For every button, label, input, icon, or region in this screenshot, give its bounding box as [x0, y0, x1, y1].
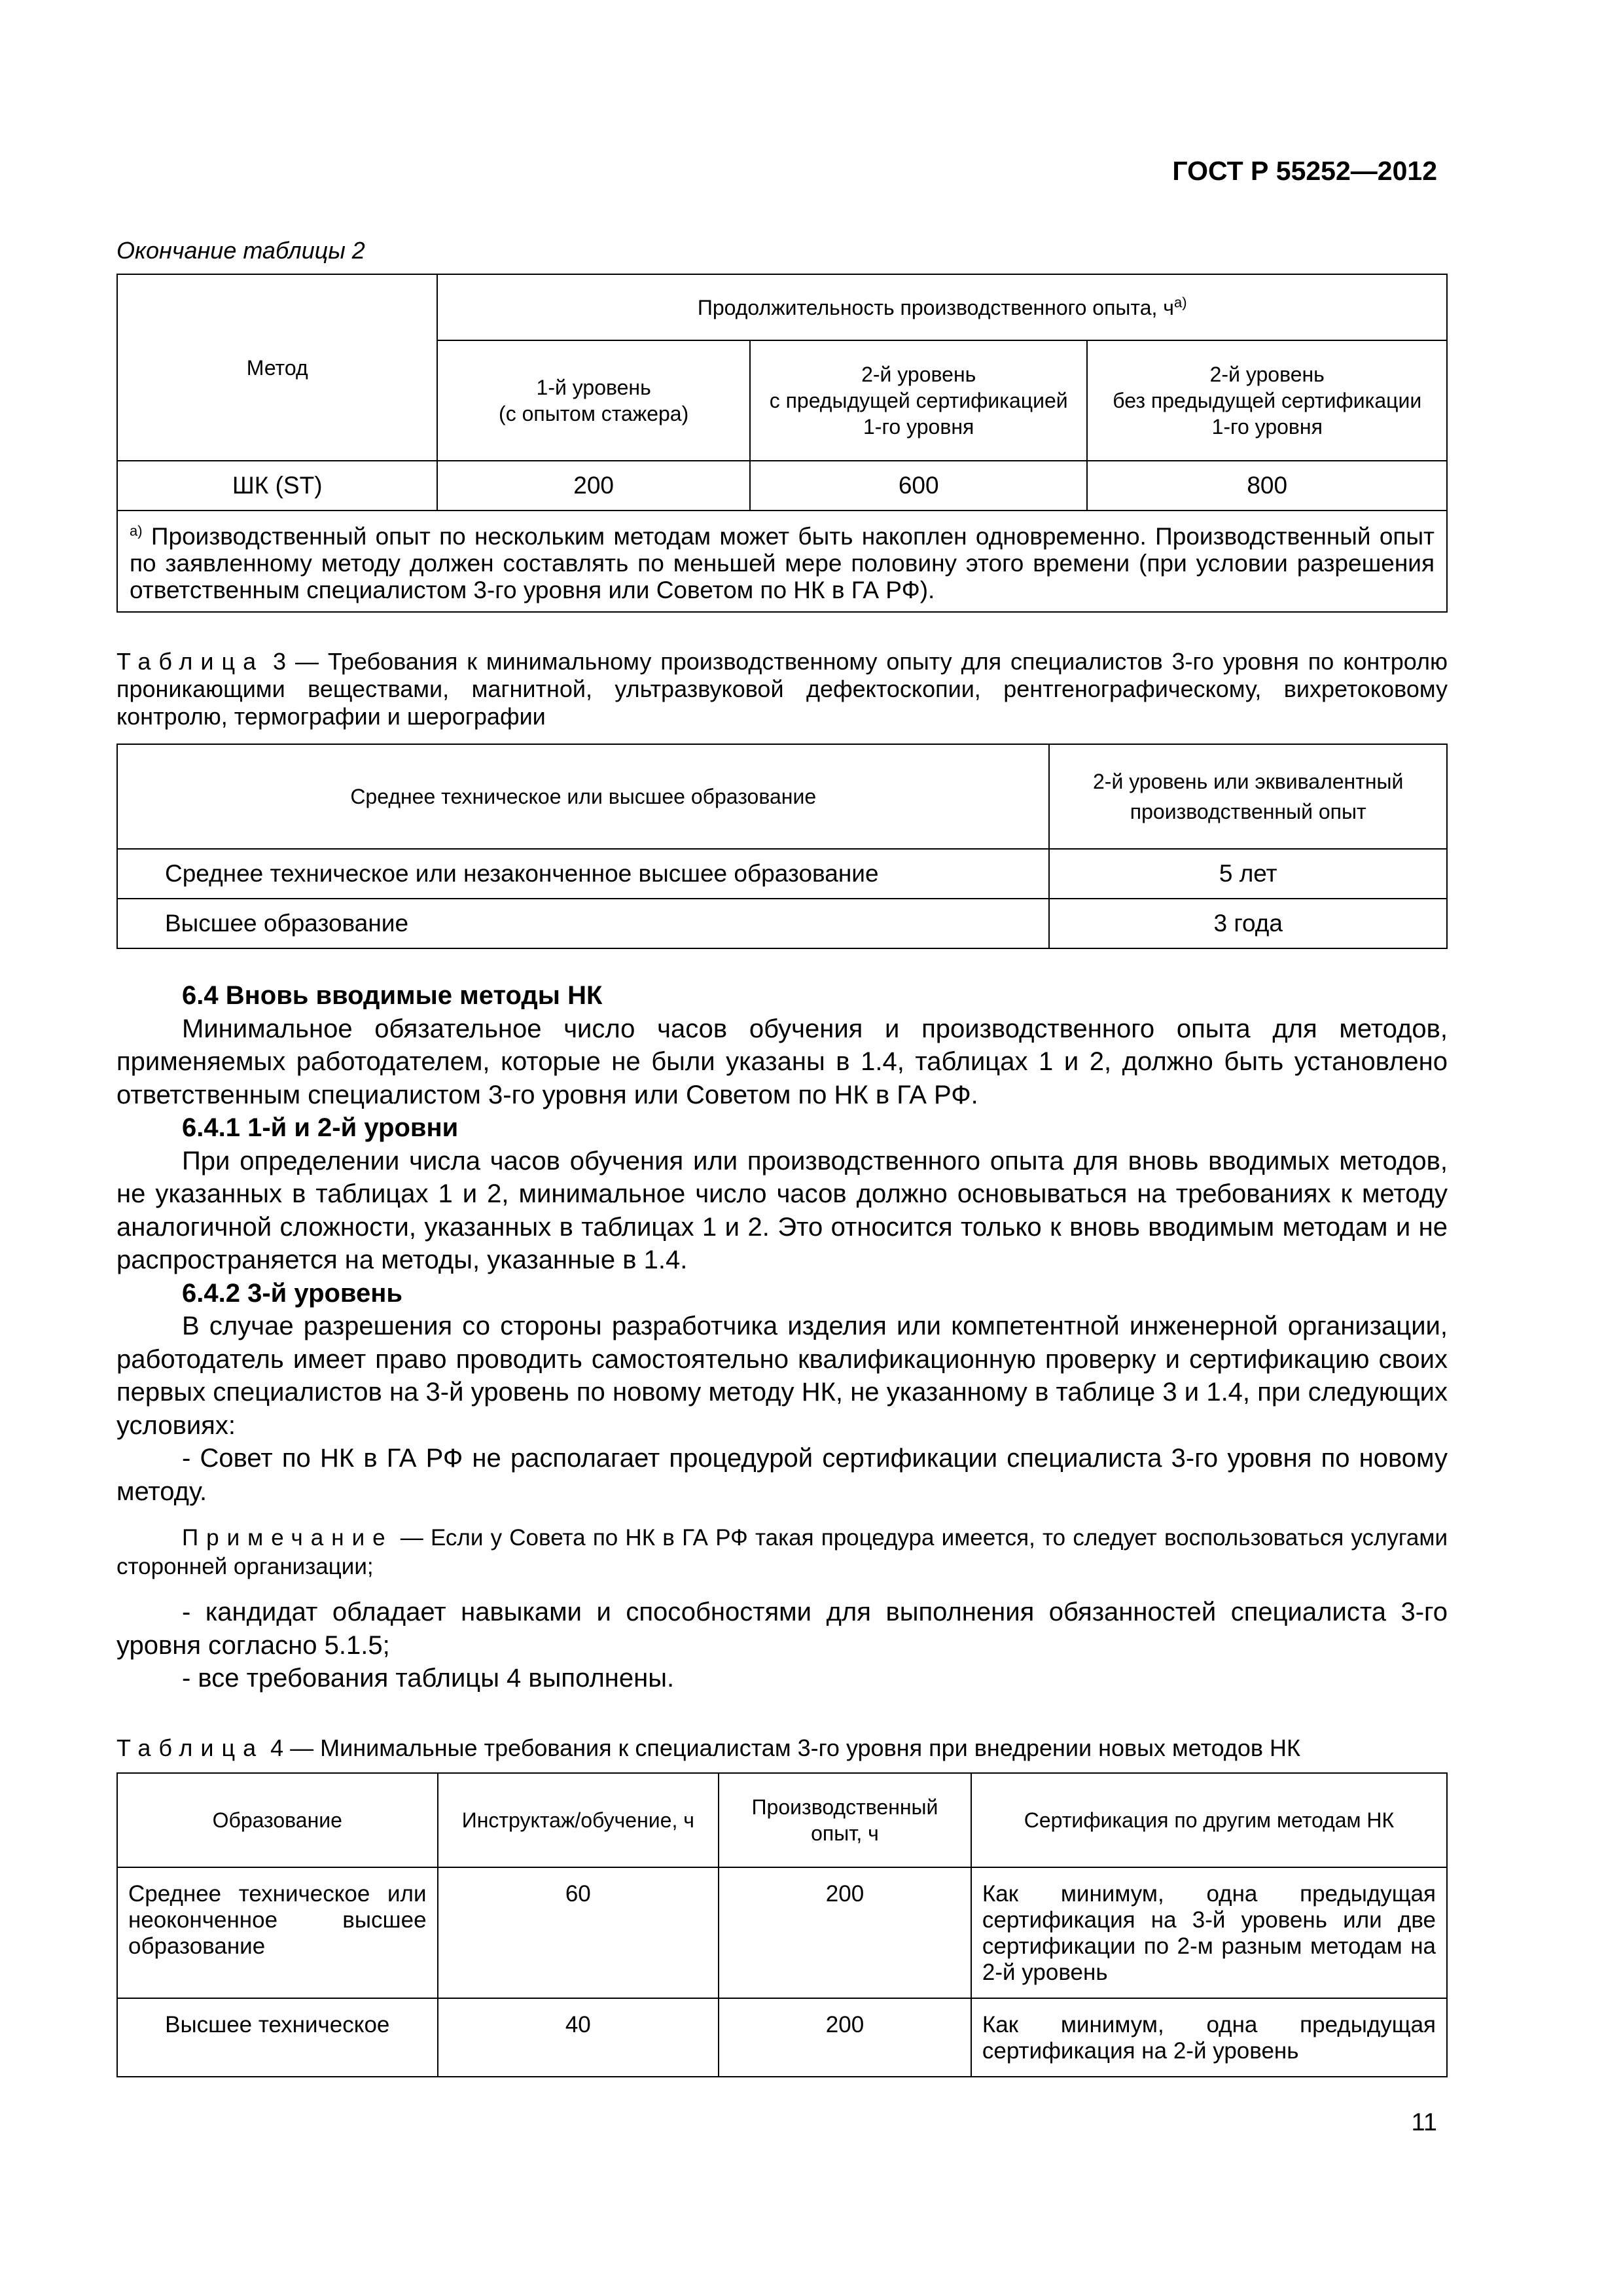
paragraph: Минимальное обязательное число часов обучения и производственного опыта для методов, применяемых работодателем, которые не были указаны в 1.4, таблицах 1 и 2, должно быть установлено ответственным специалистом 3-го уровня или Советом по НК в ГА РФ. [116, 1014, 1448, 1109]
subsection-title: 6.4.1 1-й и 2-й уровни [182, 1113, 459, 1142]
section-title: 6.4 Вновь вводимые методы НК [182, 981, 603, 1010]
value-cell: 800 [1087, 461, 1447, 511]
certification-header: Сертификация по другим методам НК [971, 1773, 1447, 1867]
education-cell: Высшее техническое [117, 1998, 438, 2077]
col-method-header: Метод [117, 274, 437, 461]
note: Примечание — Если у Совета по НК в ГА РФ такая процедура имеется, то следует воспользоваться услугами сторонней организации; [116, 1525, 1448, 1579]
section-6-4 [116, 979, 1448, 1695]
table-row [117, 899, 1447, 948]
col-level2-prev-header: 2-й уровень с предыдущей сертификацией 1-го уровня [750, 340, 1088, 461]
duration-group-header: Продолжительность производственного опыта, $ч^{а)}$ [437, 274, 1447, 340]
training-cell: 40 [438, 1998, 719, 2077]
col-level1-header: 1-й уровень (с опытом стажера) [437, 340, 749, 461]
experience-cell: 200 [719, 1867, 971, 1998]
table-row [117, 1998, 1447, 2077]
certification-cell: Как минимум, одна предыдущая сертификация на 3-й уровень или две сертификации по 2-м разным методам на 2-й уровень [971, 1867, 1447, 1998]
value-cell: 200 [437, 461, 749, 511]
list-item: - кандидат обладает навыками и способностями для выполнения обязанностей специалиста 3-го уровня согласно 5.1.5; [116, 1598, 1448, 1660]
standard-code: ГОСТ Р 55252—2012 [1172, 156, 1437, 186]
value-cell: 600 [750, 461, 1088, 511]
education-header: Среднее техническое или высшее образование [117, 744, 1049, 849]
paragraph: При определении числа часов обучения или производственного опыта для вновь вводимых методов, не указанных в таблицах 1 и 2, минимальное число часов должно основываться на требованиях к методу аналогичной сложности, указанных в таблицах 1 и 2. Это относится только к вновь вводимым методам и не распространяется на методы, указанные в 1.4. [116, 1146, 1448, 1274]
experience-cell: 3 года [1049, 899, 1447, 948]
table-2-end [116, 274, 1448, 613]
experience-cell: 5 лет [1049, 849, 1447, 899]
list-item: - все требования таблицы 4 выполнены. [182, 1664, 675, 1693]
education-header: Образование [117, 1773, 438, 1867]
method-cell: ШК (ST) [117, 461, 437, 511]
certification-cell: Как минимум, одна предыдущая сертификация на 2-й уровень [971, 1998, 1447, 2077]
training-header: Инструктаж/обучение, ч [438, 1773, 719, 1867]
table-row [117, 461, 1447, 511]
table-row [117, 849, 1447, 899]
experience-header: Производственный опыт, ч [719, 1773, 971, 1867]
experience-header: 2-й уровень или эквивалентный производственный опыт [1049, 744, 1447, 849]
table-4 [116, 1772, 1448, 2077]
experience-cell: 200 [719, 1998, 971, 2077]
table-3 [116, 744, 1448, 949]
col-level2-noprev-header: 2-й уровень без предыдущей сертификации 1-го уровня [1087, 340, 1447, 461]
subsection-title: 6.4.2 3-й уровень [182, 1278, 402, 1308]
table-row [117, 1867, 1447, 1998]
training-cell: 60 [438, 1867, 719, 1998]
table3-caption: Таблица 3 — Требования к минимальному производственному опыту для специалистов 3-го уровня по контролю проникающими веществами, магнитной, ультразвуковой дефектоскопии, рентгенографическому, вихретоковому контролю, термографии и шерографии [116, 648, 1448, 730]
education-cell: Среднее техническое или незаконченное высшее образование [117, 849, 1049, 899]
table4-caption: Таблица 4 — Минимальные требования к специалистам 3-го уровня при внедрении новых методов НК [116, 1734, 1301, 1761]
education-cell: Высшее образование [117, 899, 1049, 948]
table2-caption: Окончание таблицы 2 [116, 237, 365, 264]
education-cell: Среднее техническое или неоконченное высшее образование [117, 1867, 438, 1998]
table2-footnote: $^{а)}$ Производственный опыт по нескольким методам может быть накоплен одновременно. Производственный опыт по заявленному методу должен составлять по меньшей мере половину этого времени (при условии разрешения ответственным специалистом 3-го уровня или Советом по НК в ГА РФ). [117, 511, 1447, 612]
paragraph: В случае разрешения со стороны разработчика изделия или компетентной инженерной организации, работодатель имеет право проводить самостоятельно квалификационную проверку и сертификацию своих первых специалистов на 3-й уровень по новому методу НК, не указанному в таблице 3 и 1.4, при следующих условиях: [116, 1312, 1448, 1440]
page-number: 11 [1411, 2109, 1437, 2136]
list-item: - Совет по НК в ГА РФ не располагает процедурой сертификации специалиста 3-го уровня по новому методу. [116, 1444, 1448, 1506]
